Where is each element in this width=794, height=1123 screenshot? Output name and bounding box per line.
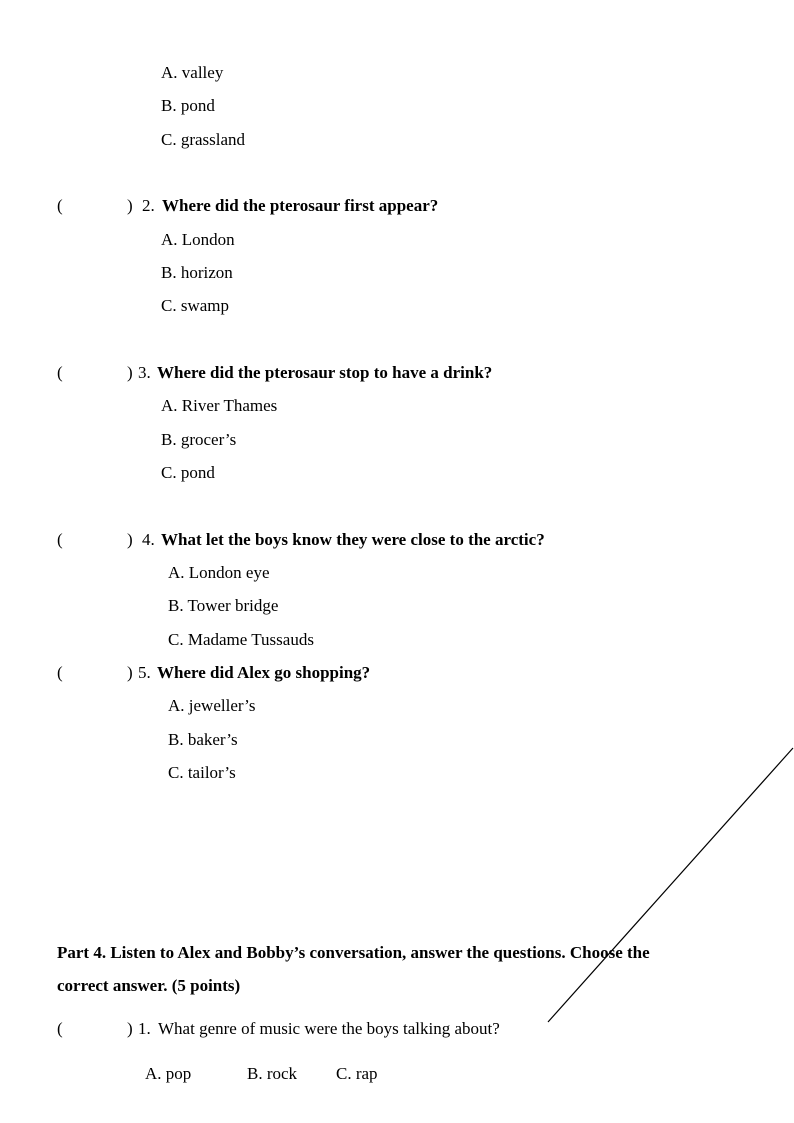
question-number: 3.: [138, 363, 151, 382]
question-text: What let the boys know they were close to the arctic?: [161, 530, 545, 549]
answer-blank-close: ): [127, 530, 133, 549]
answer-blank-open[interactable]: (: [57, 196, 63, 215]
q1-option-a: A. valley: [161, 63, 224, 82]
q1-option-b: B. pond: [161, 96, 215, 115]
question-text: Where did the pterosaur first appear?: [162, 196, 439, 215]
option-c: C. tailor’s: [168, 763, 236, 782]
question-number: 2.: [142, 196, 155, 215]
part4-heading-line1: Part 4. Listen to Alex and Bobby’s conversation, answer the questions. Choose the: [57, 943, 650, 962]
question-number: 1.: [138, 1019, 151, 1038]
part4-heading-line2: correct answer. (5 points): [57, 976, 241, 995]
q1-option-c: C. grassland: [161, 130, 246, 149]
option-c: C. pond: [161, 463, 215, 482]
option-c: C. swamp: [161, 296, 229, 315]
option-b: B. rock: [247, 1064, 298, 1083]
answer-blank-open[interactable]: (: [57, 663, 63, 682]
question-number: 4.: [142, 530, 155, 549]
answer-blank-open[interactable]: (: [57, 363, 63, 382]
answer-blank-open[interactable]: (: [57, 1019, 63, 1038]
option-a: A. River Thames: [161, 396, 278, 415]
question-number: 5.: [138, 663, 151, 682]
question-text: Where did Alex go shopping?: [157, 663, 371, 682]
option-a: A. pop: [145, 1064, 192, 1083]
option-a: A. jeweller’s: [168, 696, 256, 715]
question-text: Where did the pterosaur stop to have a drink?: [157, 363, 493, 382]
answer-blank-close: ): [127, 1019, 133, 1038]
option-a: A. London: [161, 230, 235, 249]
option-c: C. rap: [336, 1064, 378, 1083]
option-c: C. Madame Tussauds: [168, 630, 314, 649]
answer-blank-close: ): [127, 363, 133, 382]
option-b: B. horizon: [161, 263, 233, 282]
option-b: B. grocer’s: [161, 430, 237, 449]
answer-blank-open[interactable]: (: [57, 530, 63, 549]
answer-blank-close: ): [127, 663, 133, 682]
question-text: What genre of music were the boys talking about?: [158, 1019, 500, 1038]
answer-blank-close: ): [127, 196, 133, 215]
option-a: A. London eye: [168, 563, 270, 582]
option-b: B. Tower bridge: [168, 596, 279, 615]
option-b: B. baker’s: [168, 730, 238, 749]
